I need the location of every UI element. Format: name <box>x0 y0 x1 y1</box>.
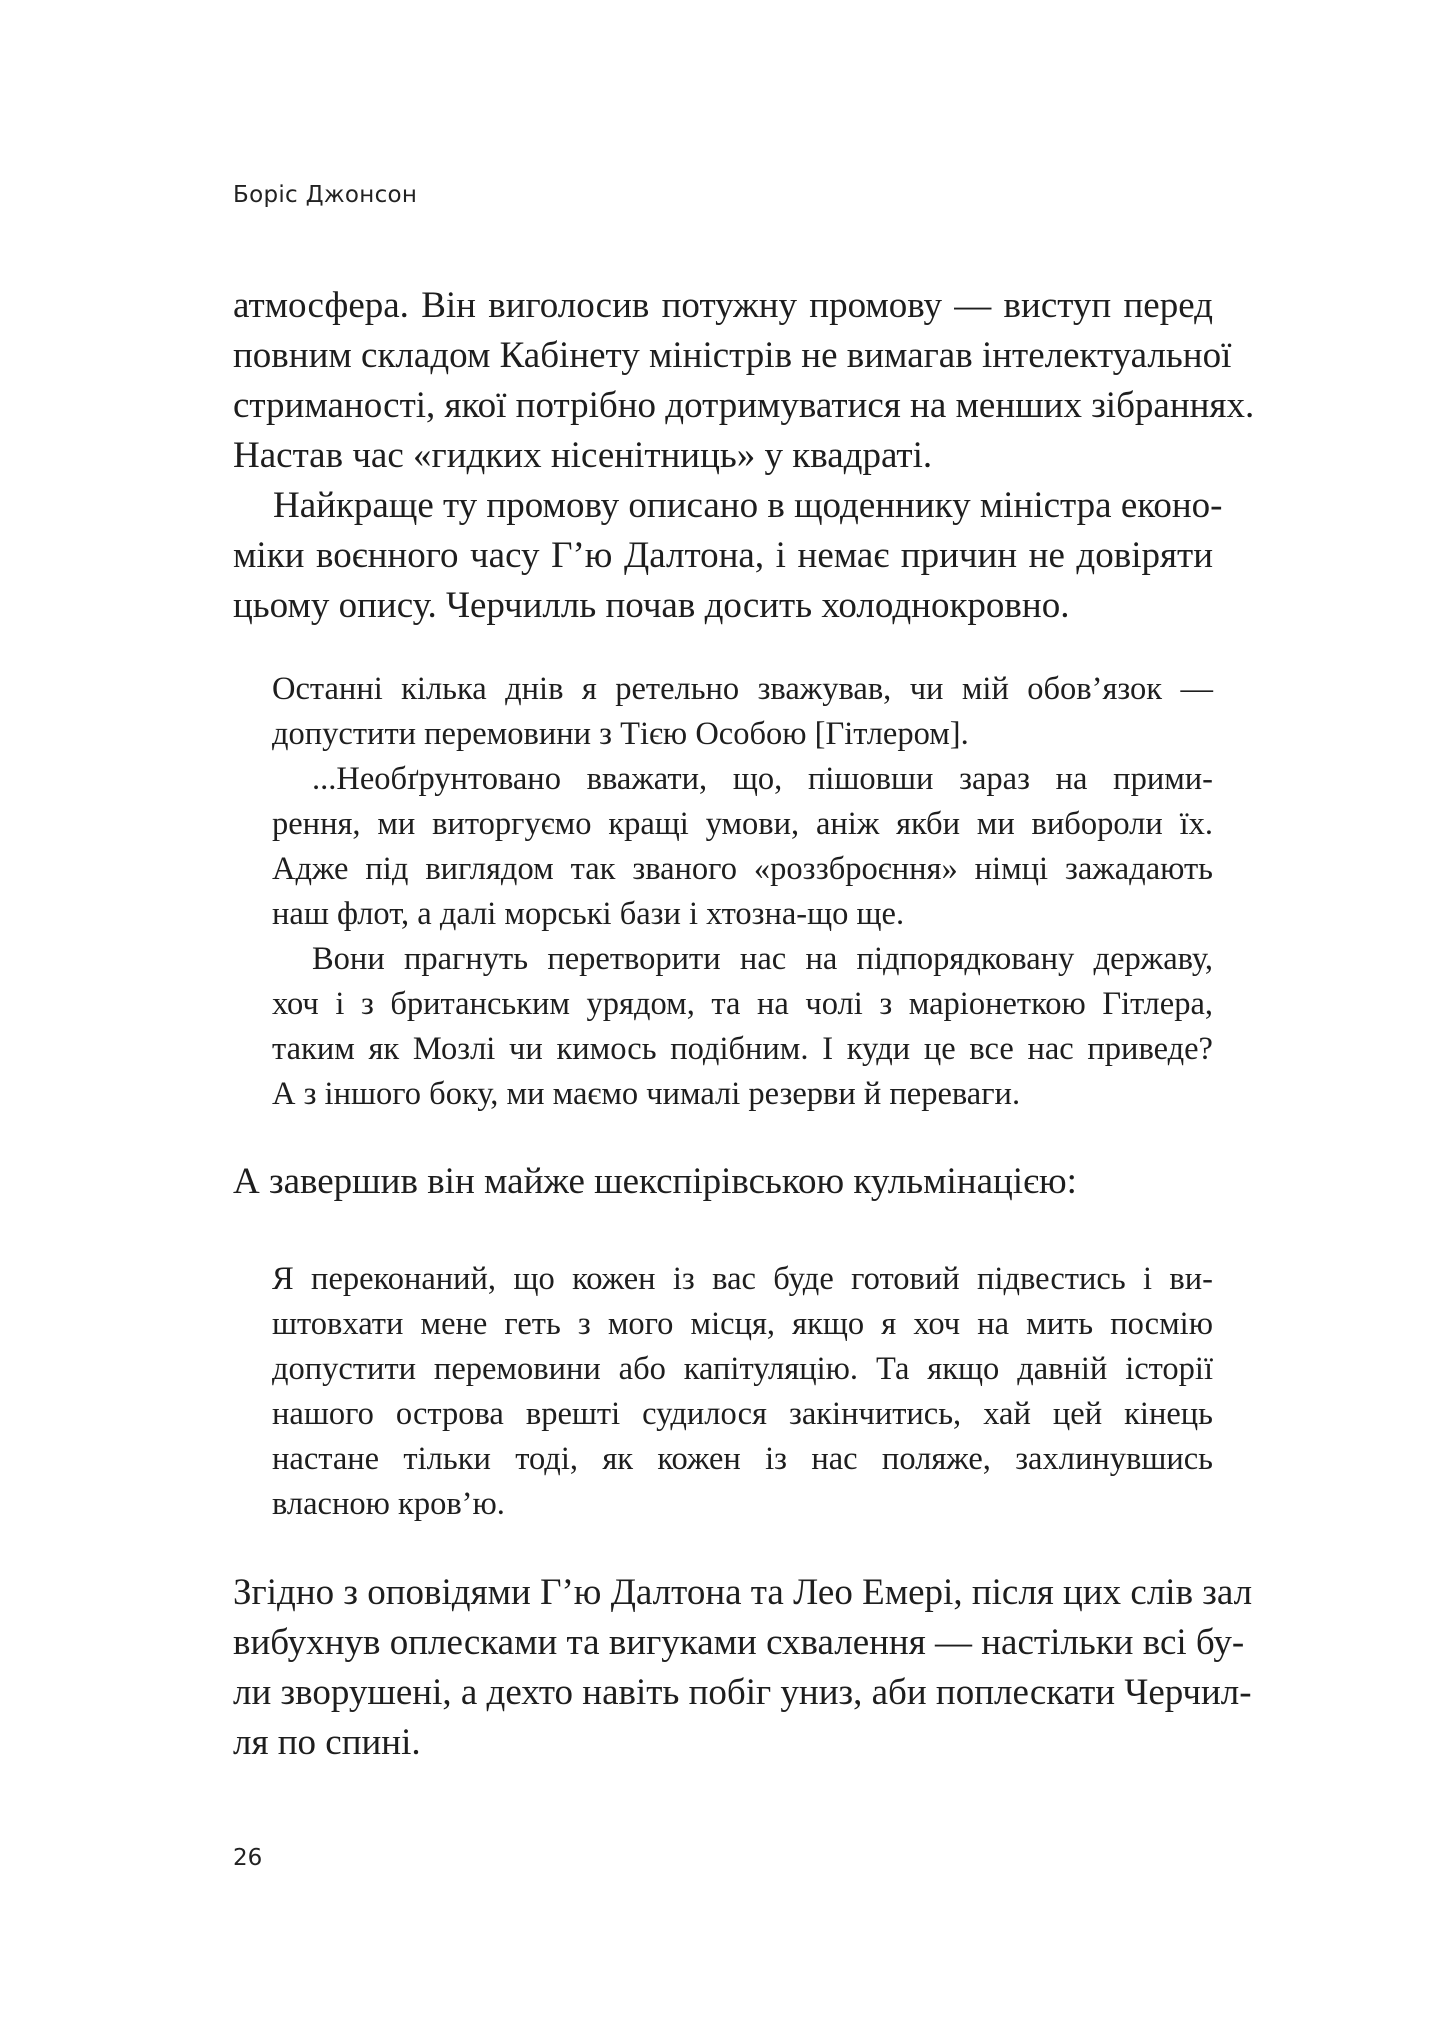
quote-line: А з іншого боку, ми маємо чималі резерви й переваги. <box>272 1076 1021 1112</box>
running-head-author: Боріс Джонсон <box>233 182 418 208</box>
body-paragraph <box>233 1568 1253 1768</box>
block-quote <box>272 667 1213 1117</box>
body-paragraph <box>233 281 1255 481</box>
text-line: стриманості, якої потрібно дотримуватися на менших зібраннях. <box>233 385 1255 426</box>
text-line: повним складом Кабінету міністрів не вимагав інтелектуальної <box>233 335 1232 376</box>
quote-line: настане тільки тоді, як кожен із нас поляже, захлинувшись <box>272 1441 1213 1477</box>
text-line: міки воєнного часу Г’ю Далтона, і немає причин не довіряти <box>233 535 1213 576</box>
text-line: Настав час «гидких нісенітниць» у квадраті. <box>233 435 933 476</box>
quote-line: допустити перемовини або капітуляцію. Та якщо давній історії <box>272 1351 1213 1387</box>
text-line: ля по спині. <box>233 1722 421 1763</box>
text-line: вибухнув оплесками та вигуками схвалення — настільки всі бу- <box>233 1622 1245 1663</box>
block-quote <box>272 1257 1213 1527</box>
quote-line: Вони прагнуть перетворити нас на підпорядковану державу, <box>312 941 1213 977</box>
text-line: ли зворушені, а дехто навіть побіг униз, аби поплескати Черчил- <box>233 1672 1252 1713</box>
quote-line: власною кров’ю. <box>272 1486 505 1522</box>
quote-line: Останні кілька днів я ретельно зважував, чи мій обов’язок — <box>272 671 1213 707</box>
page-number: 26 <box>233 1845 263 1871</box>
quote-line: Я переконаний, що кожен із вас буде готовий підвестись і ви- <box>272 1261 1213 1297</box>
quote-line: наш флот, а далі морські бази і хтозна-що ще. <box>272 896 905 932</box>
text-line: цьому опису. Черчилль почав досить холоднокровно. <box>233 585 1070 626</box>
quote-line: штовхати мене геть з мого місця, якщо я хоч на мить посмію <box>272 1306 1213 1342</box>
text-line: атмосфера. Він виголосив потужну промову — виступ перед <box>233 285 1213 326</box>
text-line: Згідно з оповідями Г’ю Далтона та Лео Емері, після цих слів зал <box>233 1572 1253 1613</box>
quote-line: ...Необґрунтовано вважати, що, пішовши зараз на прими- <box>312 761 1213 797</box>
text-line: А завершив він майже шекспірівською кульмінацією: <box>233 1161 1077 1202</box>
body-paragraph <box>233 481 1223 631</box>
body-paragraph <box>233 1157 1213 1207</box>
quote-line: хоч і з британським урядом, та на чолі з маріонеткою Гітлера, <box>272 986 1213 1022</box>
quote-line: допустити перемовини з Тією Особою [Гітлером]. <box>272 716 969 752</box>
quote-line: таким як Мозлі чи кимось подібним. І куди це все нас приведе? <box>272 1031 1213 1067</box>
quote-line: Адже під виглядом так званого «роззброєння» німці зажадають <box>272 851 1213 887</box>
text-line: Найкраще ту промову описано в щоденнику міністра еконо- <box>273 485 1223 526</box>
quote-line: нашого острова врешті судилося закінчитись, хай цей кінець <box>272 1396 1213 1432</box>
quote-line: рення, ми виторгуємо кращі умови, аніж якби ми вибороли їх. <box>272 806 1213 842</box>
